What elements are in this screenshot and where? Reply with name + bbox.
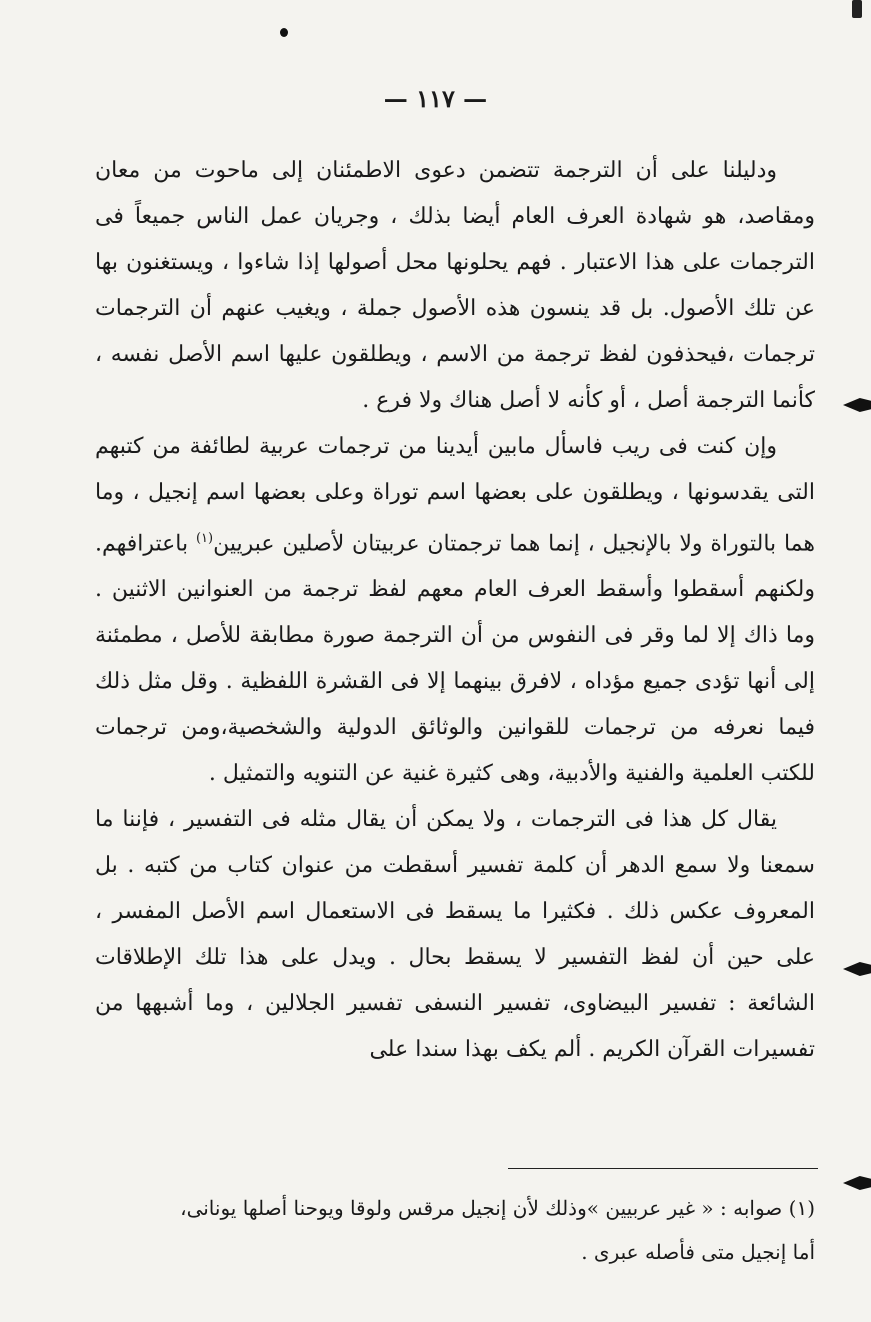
margin-ink-mark: [843, 962, 871, 976]
body-text: [95, 148, 815, 1073]
ink-dot: [280, 28, 288, 37]
paragraph-2-part-2: باعترافهم. ولكنهم أسقطوا وأسقط العرف العام معهم لفظ ترجمة من العنوانين الاثنين . وما ذاك إلا لما وقر فى النفوس من أن الترجمة صورة مطابقة للأصل ، مطمئنة إلى أنها تؤدى جميع مؤداه ، لافرق بينهما إلا فى القشرة اللفظية . وقل مثل ذلك فيما نعرفه من ترجمات للقوانين والوثائق الدولية والشخصية،ومن ترجمات للكتب العلمية والفنية والأدبية، وهى كثيرة غنية عن التنويه والتمثيل .: [95, 531, 815, 787]
page-number: — ١١٧ —: [383, 84, 488, 113]
corner-ink-mark: [852, 0, 862, 18]
margin-ink-mark: [843, 398, 871, 412]
paragraph-1: ودليلنا على أن الترجمة تتضمن دعوى الاطمئنان إلى ماحوت من معان ومقاصد، هو شهادة العرف العام أيضا بذلك ، وجريان عمل الناس جميعاً فى الترجمات على هذا الاعتبار . فهم يحلونها محل أصولها إذا شاءوا ، ويستغنون بها عن تلك الأصول. بل قد ينسون هذه الأصول جملة ، ويغيب عنهم أن الترجمات ترجمات ،فيحذفون لفظ ترجمة من الاسم ، ويطلقون عليها اسم الأصل نفسه ، كأنما الترجمة أصل ، أو كأنه لا أصل هناك ولا فرع .: [95, 158, 815, 413]
footnote: [95, 1186, 815, 1274]
footnote-line-1: (١) صوابه : « غير عربيين »وذلك لأن إنجيل مرقس ولوقا ويوحنا أصلها يونانى،: [180, 1196, 815, 1220]
paragraph-2-part-1: وإن كنت فى ريب فاسأل مابين أيدينا من ترجمات عربية لطائفة من كتبهم التى يقدسونها ، ويطلقون على بعضها اسم توراة وعلى بعضها اسم إنجيل ، وما هما بالتوراة ولا بالإنجيل ، إنما هما ترجمتان عربيتان لأصلين عبريين: [95, 434, 815, 557]
footnote-reference: (١): [195, 531, 214, 546]
margin-ink-mark: [843, 1176, 871, 1190]
footnote-line-2: أما إنجيل متى فأصله عبرى .: [581, 1240, 815, 1264]
paragraph-3: يقال كل هذا فى الترجمات ، ولا يمكن أن يقال مثله فى التفسير ، فإننا ما سمعنا ولا سمع الدهر أن كلمة تفسير أسقطت من عنوان كتاب من كتبه . بل المعروف عكس ذلك . فكثيرا ما يسقط فى الاستعمال اسم الأصل المفسر ، على حين أن لفظ التفسير لا يسقط بحال . ويدل على هذا تلك الإطلاقات الشائعة : تفسير البيضاوى، تفسير النسفى تفسير الجلالين ، وما أشبهها من تفسيرات القرآن الكريم . ألم يكف بهذا سندا على: [95, 807, 815, 1063]
paragraph-2: [95, 424, 815, 797]
footnote-divider: [508, 1168, 818, 1169]
